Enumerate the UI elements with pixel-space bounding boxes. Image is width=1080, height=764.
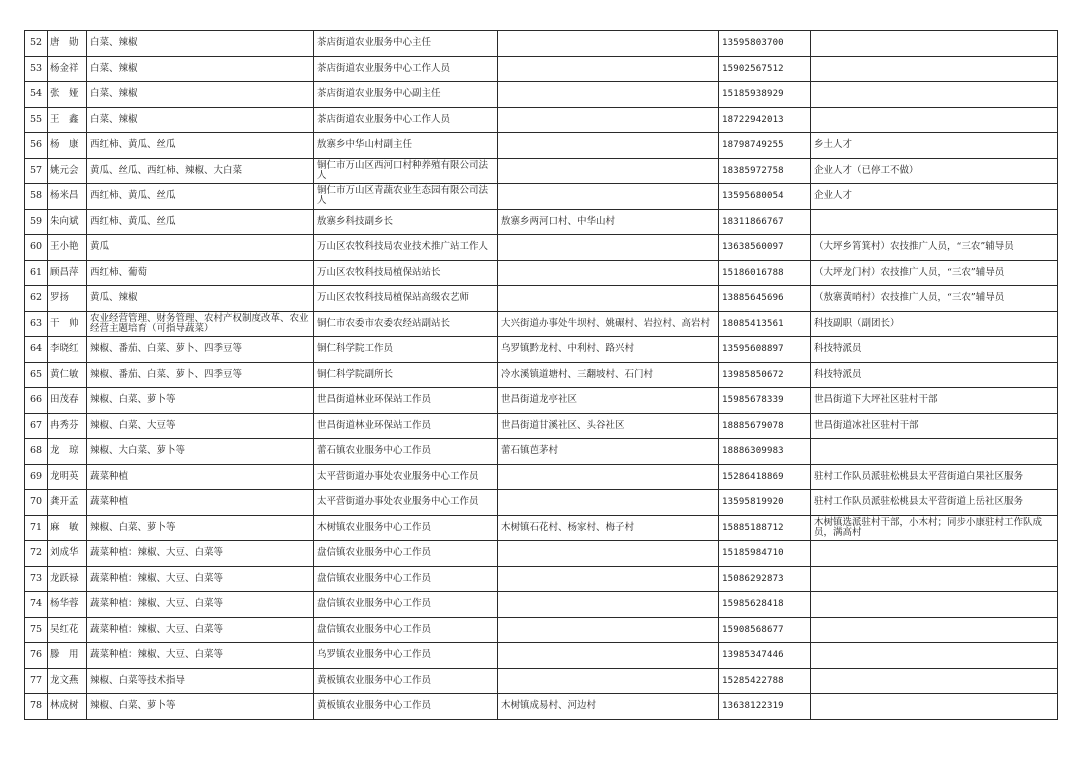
- person-name-cell: 顾昌萍: [48, 260, 87, 286]
- table-row: [25, 82, 1058, 108]
- phone-number-cell: 18886309983: [719, 439, 811, 465]
- remarks-cell: 科技特派员: [811, 362, 1058, 388]
- remarks-cell: [811, 56, 1058, 82]
- service-area-cell: 蕾石镇芭茅村: [498, 439, 719, 465]
- organization-title-cell: 铜仁市万山区青蔬农业生态园有限公司法人: [314, 184, 498, 210]
- person-name-cell: 朱向斌: [48, 209, 87, 235]
- organization-title-cell: 茶店街道农业服务中心工作人员: [314, 56, 498, 82]
- service-area-cell: 敖寨乡两河口村、中华山村: [498, 209, 719, 235]
- organization-title-cell: 盘信镇农业服务中心工作员: [314, 617, 498, 643]
- phone-number-cell: 15908568677: [719, 617, 811, 643]
- remarks-cell: 世昌街道冰社区驻村干部: [811, 413, 1058, 439]
- person-name-cell: 龙跃禄: [48, 566, 87, 592]
- remarks-cell: （大坪龙门村）农技推广人员，“三农”辅导员: [811, 260, 1058, 286]
- specialty-cell: 辣椒、白菜等技术指导: [87, 668, 314, 694]
- remarks-cell: 世昌街道下大坪社区驻村干部: [811, 388, 1058, 414]
- table-row: [25, 617, 1058, 643]
- row-number-cell: 78: [25, 694, 48, 720]
- phone-number-cell: 15186016788: [719, 260, 811, 286]
- row-number-cell: 75: [25, 617, 48, 643]
- person-name-cell: 滕 用: [48, 643, 87, 669]
- phone-number-cell: 15185938929: [719, 82, 811, 108]
- remarks-cell: 乡土人才: [811, 133, 1058, 159]
- person-name-cell: 杨米昌: [48, 184, 87, 210]
- service-area-cell: [498, 541, 719, 567]
- row-number-cell: 52: [25, 31, 48, 57]
- table-row: [25, 643, 1058, 669]
- phone-number-cell: 13595803700: [719, 31, 811, 57]
- organization-title-cell: 铜仁科学院工作员: [314, 337, 498, 363]
- table-row: [25, 668, 1058, 694]
- table-row: [25, 388, 1058, 414]
- service-area-cell: [498, 643, 719, 669]
- organization-title-cell: 茶店街道农业服务中心副主任: [314, 82, 498, 108]
- phone-number-cell: 18311866767: [719, 209, 811, 235]
- phone-number-cell: 13638122319: [719, 694, 811, 720]
- service-area-cell: [498, 286, 719, 312]
- specialty-cell: 蔬菜种植: [87, 490, 314, 516]
- table-row: [25, 592, 1058, 618]
- row-number-cell: 74: [25, 592, 48, 618]
- phone-number-cell: 18885679078: [719, 413, 811, 439]
- row-number-cell: 70: [25, 490, 48, 516]
- row-number-cell: 72: [25, 541, 48, 567]
- row-number-cell: 62: [25, 286, 48, 312]
- row-number-cell: 65: [25, 362, 48, 388]
- table-row: [25, 490, 1058, 516]
- service-area-cell: 木树镇成易村、河边村: [498, 694, 719, 720]
- service-area-cell: [498, 260, 719, 286]
- row-number-cell: 54: [25, 82, 48, 108]
- remarks-cell: （大坪乡筲箕村）农技推广人员，“三农”辅导员: [811, 235, 1058, 261]
- remarks-cell: [811, 592, 1058, 618]
- organization-title-cell: 万山区农牧科技局植保站高级农艺师: [314, 286, 498, 312]
- phone-number-cell: 18798749255: [719, 133, 811, 159]
- organization-title-cell: 敖寨乡中华山村副主任: [314, 133, 498, 159]
- remarks-cell: 企业人才: [811, 184, 1058, 210]
- person-name-cell: 吴红花: [48, 617, 87, 643]
- specialty-cell: 辣椒、白菜、萝卜等: [87, 694, 314, 720]
- organization-title-cell: 敖寨乡科技副乡长: [314, 209, 498, 235]
- specialty-cell: 辣椒、白菜、萝卜等: [87, 515, 314, 541]
- phone-number-cell: 18385972758: [719, 158, 811, 184]
- table-row: [25, 311, 1058, 337]
- row-number-cell: 56: [25, 133, 48, 159]
- phone-number-cell: 15286418869: [719, 464, 811, 490]
- person-name-cell: 罗扬: [48, 286, 87, 312]
- organization-title-cell: 蕾石镇农业服务中心工作员: [314, 439, 498, 465]
- table-row: [25, 209, 1058, 235]
- service-area-cell: [498, 668, 719, 694]
- specialty-cell: 辣椒、番茄、白菜、萝卜、四季豆等: [87, 362, 314, 388]
- row-number-cell: 61: [25, 260, 48, 286]
- table-row: [25, 107, 1058, 133]
- specialty-cell: 白菜、辣椒: [87, 107, 314, 133]
- service-area-cell: [498, 464, 719, 490]
- organization-title-cell: 世昌街道林业环保站工作员: [314, 413, 498, 439]
- organization-title-cell: 黄板镇农业服务中心工作员: [314, 694, 498, 720]
- person-name-cell: 田茂春: [48, 388, 87, 414]
- service-area-cell: [498, 56, 719, 82]
- remarks-cell: [811, 643, 1058, 669]
- person-name-cell: 麻 敏: [48, 515, 87, 541]
- remarks-cell: 科技特派员: [811, 337, 1058, 363]
- organization-title-cell: 铜仁科学院副所长: [314, 362, 498, 388]
- specialty-cell: 辣椒、白菜、萝卜等: [87, 388, 314, 414]
- person-name-cell: 姚元会: [48, 158, 87, 184]
- specialty-cell: 黄瓜、辣椒: [87, 286, 314, 312]
- specialty-cell: 西红柿、黄瓜、丝瓜: [87, 184, 314, 210]
- remarks-cell: 科技副职（副团长）: [811, 311, 1058, 337]
- roster-table-body: [25, 31, 1058, 720]
- row-number-cell: 58: [25, 184, 48, 210]
- phone-number-cell: 13595680054: [719, 184, 811, 210]
- person-name-cell: 王小艳: [48, 235, 87, 261]
- phone-number-cell: 15985678339: [719, 388, 811, 414]
- remarks-cell: （敖寨黄哨村）农技推广人员，“三农”辅导员: [811, 286, 1058, 312]
- service-area-cell: [498, 566, 719, 592]
- table-row: [25, 158, 1058, 184]
- phone-number-cell: 18722942013: [719, 107, 811, 133]
- row-number-cell: 57: [25, 158, 48, 184]
- organization-title-cell: 黄板镇农业服务中心工作员: [314, 668, 498, 694]
- phone-number-cell: 13985850672: [719, 362, 811, 388]
- phone-number-cell: 13595819920: [719, 490, 811, 516]
- person-name-cell: 龙明英: [48, 464, 87, 490]
- table-row: [25, 694, 1058, 720]
- specialty-cell: 农业经营管理、财务管理、农村产权制度改革、农业经营主题培育（可指导蔬菜）: [87, 311, 314, 337]
- specialty-cell: 蔬菜种植：辣椒、大豆、白菜等: [87, 541, 314, 567]
- service-area-cell: [498, 592, 719, 618]
- phone-number-cell: 15885188712: [719, 515, 811, 541]
- phone-number-cell: 13595608897: [719, 337, 811, 363]
- phone-number-cell: 15285422788: [719, 668, 811, 694]
- row-number-cell: 63: [25, 311, 48, 337]
- service-area-cell: 世昌街道甘溪社区、头谷社区: [498, 413, 719, 439]
- service-area-cell: 世昌街道龙亭社区: [498, 388, 719, 414]
- table-row: [25, 362, 1058, 388]
- remarks-cell: [811, 439, 1058, 465]
- specialty-cell: 西红柿、黄瓜、丝瓜: [87, 209, 314, 235]
- remarks-cell: [811, 668, 1058, 694]
- row-number-cell: 68: [25, 439, 48, 465]
- row-number-cell: 55: [25, 107, 48, 133]
- phone-number-cell: 13985347446: [719, 643, 811, 669]
- row-number-cell: 59: [25, 209, 48, 235]
- row-number-cell: 73: [25, 566, 48, 592]
- service-area-cell: [498, 490, 719, 516]
- table-row: [25, 184, 1058, 210]
- row-number-cell: 77: [25, 668, 48, 694]
- organization-title-cell: 太平营街道办事处农业服务中心工作员: [314, 490, 498, 516]
- phone-number-cell: 15985628418: [719, 592, 811, 618]
- remarks-cell: 木树镇选派驻村干部，小木村；同步小康驻村工作队成员，满高村: [811, 515, 1058, 541]
- table-row: [25, 56, 1058, 82]
- expert-roster-table: [24, 30, 1058, 720]
- row-number-cell: 53: [25, 56, 48, 82]
- service-area-cell: 大兴街道办事处牛坝村、姚碾村、岩拉村、高岩村: [498, 311, 719, 337]
- person-name-cell: 唐 勋: [48, 31, 87, 57]
- row-number-cell: 71: [25, 515, 48, 541]
- table-row: [25, 337, 1058, 363]
- row-number-cell: 67: [25, 413, 48, 439]
- service-area-cell: 乌罗镇黔龙村、中利村、路兴村: [498, 337, 719, 363]
- remarks-cell: [811, 694, 1058, 720]
- remarks-cell: [811, 617, 1058, 643]
- organization-title-cell: 太平营街道办事处农业服务中心工作员: [314, 464, 498, 490]
- organization-title-cell: 盘信镇农业服务中心工作员: [314, 541, 498, 567]
- phone-number-cell: 18085413561: [719, 311, 811, 337]
- organization-title-cell: 铜仁市农委市农委农经站副站长: [314, 311, 498, 337]
- organization-title-cell: 铜仁市万山区西河口村种养殖有限公司法人: [314, 158, 498, 184]
- person-name-cell: 龙 琼: [48, 439, 87, 465]
- table-row: [25, 515, 1058, 541]
- person-name-cell: 龚开孟: [48, 490, 87, 516]
- specialty-cell: 辣椒、白菜、大豆等: [87, 413, 314, 439]
- specialty-cell: 蔬菜种植: [87, 464, 314, 490]
- person-name-cell: 李晓红: [48, 337, 87, 363]
- organization-title-cell: 乌罗镇农业服务中心工作员: [314, 643, 498, 669]
- person-name-cell: 杨华蓉: [48, 592, 87, 618]
- row-number-cell: 60: [25, 235, 48, 261]
- specialty-cell: 辣椒、大白菜、萝卜等: [87, 439, 314, 465]
- service-area-cell: [498, 158, 719, 184]
- table-row: [25, 260, 1058, 286]
- phone-number-cell: 15902567512: [719, 56, 811, 82]
- row-number-cell: 64: [25, 337, 48, 363]
- expert-roster-sheet: [24, 30, 1057, 720]
- table-row: [25, 464, 1058, 490]
- specialty-cell: 白菜、辣椒: [87, 82, 314, 108]
- organization-title-cell: 万山区农牧科技局植保站站长: [314, 260, 498, 286]
- phone-number-cell: 13638560097: [719, 235, 811, 261]
- organization-title-cell: 木树镇农业服务中心工作员: [314, 515, 498, 541]
- person-name-cell: 林成树: [48, 694, 87, 720]
- row-number-cell: 69: [25, 464, 48, 490]
- table-row: [25, 235, 1058, 261]
- remarks-cell: 企业人才（已停工不做）: [811, 158, 1058, 184]
- specialty-cell: 西红柿、黄瓜、丝瓜: [87, 133, 314, 159]
- specialty-cell: 白菜、辣椒: [87, 31, 314, 57]
- table-row: [25, 31, 1058, 57]
- row-number-cell: 66: [25, 388, 48, 414]
- specialty-cell: 蔬菜种植：辣椒、大豆、白菜等: [87, 566, 314, 592]
- service-area-cell: 冷水溪镇道塘村、三翻坡村、石门村: [498, 362, 719, 388]
- phone-number-cell: 15086292873: [719, 566, 811, 592]
- service-area-cell: [498, 107, 719, 133]
- specialty-cell: 黄瓜: [87, 235, 314, 261]
- remarks-cell: [811, 541, 1058, 567]
- table-row: [25, 133, 1058, 159]
- table-row: [25, 413, 1058, 439]
- specialty-cell: 蔬菜种植：辣椒、大豆、白菜等: [87, 643, 314, 669]
- service-area-cell: [498, 31, 719, 57]
- service-area-cell: [498, 82, 719, 108]
- remarks-cell: [811, 82, 1058, 108]
- phone-number-cell: 13885645696: [719, 286, 811, 312]
- remarks-cell: [811, 209, 1058, 235]
- remarks-cell: 驻村工作队员派驻松桃县太平营街道上岳社区服务: [811, 490, 1058, 516]
- phone-number-cell: 15185984710: [719, 541, 811, 567]
- person-name-cell: 杨金祥: [48, 56, 87, 82]
- organization-title-cell: 茶店街道农业服务中心工作人员: [314, 107, 498, 133]
- person-name-cell: 杨 康: [48, 133, 87, 159]
- organization-title-cell: 万山区农牧科技局农业技术推广站工作人: [314, 235, 498, 261]
- remarks-cell: 驻村工作队员派驻松桃县太平营街道白果社区服务: [811, 464, 1058, 490]
- person-name-cell: 张 娅: [48, 82, 87, 108]
- remarks-cell: [811, 31, 1058, 57]
- specialty-cell: 黄瓜、丝瓜、西红柿、辣椒、大白菜: [87, 158, 314, 184]
- person-name-cell: 龙文燕: [48, 668, 87, 694]
- table-row: [25, 541, 1058, 567]
- remarks-cell: [811, 107, 1058, 133]
- person-name-cell: 干 帅: [48, 311, 87, 337]
- person-name-cell: 黄仁敏: [48, 362, 87, 388]
- person-name-cell: 王 鑫: [48, 107, 87, 133]
- specialty-cell: 白菜、辣椒: [87, 56, 314, 82]
- organization-title-cell: 茶店街道农业服务中心主任: [314, 31, 498, 57]
- specialty-cell: 蔬菜种植：辣椒、大豆、白菜等: [87, 617, 314, 643]
- service-area-cell: [498, 133, 719, 159]
- organization-title-cell: 盘信镇农业服务中心工作员: [314, 566, 498, 592]
- remarks-cell: [811, 566, 1058, 592]
- organization-title-cell: 盘信镇农业服务中心工作员: [314, 592, 498, 618]
- table-row: [25, 566, 1058, 592]
- service-area-cell: [498, 184, 719, 210]
- specialty-cell: 辣椒、番茄、白菜、萝卜、四季豆等: [87, 337, 314, 363]
- service-area-cell: [498, 235, 719, 261]
- row-number-cell: 76: [25, 643, 48, 669]
- table-row: [25, 286, 1058, 312]
- person-name-cell: 刘成华: [48, 541, 87, 567]
- table-row: [25, 439, 1058, 465]
- service-area-cell: 木树镇石花村、杨家村、梅子村: [498, 515, 719, 541]
- specialty-cell: 蔬菜种植：辣椒、大豆、白菜等: [87, 592, 314, 618]
- organization-title-cell: 世昌街道林业环保站工作员: [314, 388, 498, 414]
- service-area-cell: [498, 617, 719, 643]
- person-name-cell: 冉秀芬: [48, 413, 87, 439]
- specialty-cell: 西红柿、葡萄: [87, 260, 314, 286]
